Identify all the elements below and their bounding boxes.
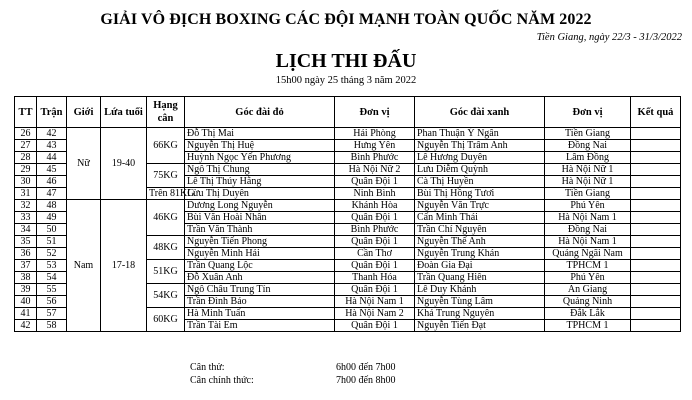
col-header-tt: TT bbox=[15, 97, 37, 128]
cell-result bbox=[631, 272, 681, 284]
col-header-blue-corner: Góc đài xanh bbox=[415, 97, 545, 128]
schedule-heading: LỊCH THI ĐẤU bbox=[275, 50, 417, 72]
cell-red-unit: Hà Nội Nữ 2 bbox=[335, 164, 415, 176]
cell-red-corner: Lê Thị Thúy Hằng bbox=[185, 176, 335, 188]
cell-blue-unit: Đồng Nai bbox=[545, 140, 631, 152]
cell-red-corner: Bùi Văn Hoài Nhân bbox=[185, 212, 335, 224]
cell-match: 50 bbox=[37, 224, 67, 236]
cell-red-unit: Hưng Yên bbox=[335, 140, 415, 152]
cell-blue-corner: Khả Trung Nguyên bbox=[415, 308, 545, 320]
cell-blue-unit: TPHCM 1 bbox=[545, 260, 631, 272]
cell-blue-unit: Hà Nội Nam 1 bbox=[545, 212, 631, 224]
cell-blue-corner: Bùi Thị Hồng Tươi bbox=[415, 188, 545, 200]
tournament-title: GIẢI VÔ ĐỊCH BOXING CÁC ĐỘI MẠNH TOÀN QUỐC NĂM 2022 bbox=[100, 11, 592, 28]
cell-red-corner: Đỗ Thị Mai bbox=[185, 128, 335, 140]
cell-red-corner: Dương Long Nguyễn bbox=[185, 200, 335, 212]
cell-result bbox=[631, 248, 681, 260]
cell-red-corner: Nguyễn Minh Hải bbox=[185, 248, 335, 260]
cell-blue-corner: Đoàn Gia Đại bbox=[415, 260, 545, 272]
cell-result bbox=[631, 128, 681, 140]
cell-tt: 34 bbox=[15, 224, 37, 236]
cell-blue-unit: TPHCM 1 bbox=[545, 320, 631, 332]
cell-red-unit: Quân Đội 1 bbox=[335, 236, 415, 248]
cell-gender: Nam bbox=[67, 200, 101, 332]
cell-match: 54 bbox=[37, 272, 67, 284]
col-header-blue-unit: Đơn vị bbox=[545, 97, 631, 128]
cell-blue-unit: Quảng Ngãi Nam bbox=[545, 248, 631, 260]
col-header-result: Kết quả bbox=[631, 97, 681, 128]
cell-result bbox=[631, 176, 681, 188]
cell-result bbox=[631, 152, 681, 164]
cell-result bbox=[631, 260, 681, 272]
cell-blue-corner: Cà Thị Huyền bbox=[415, 176, 545, 188]
col-header-gender: Giới bbox=[67, 97, 101, 128]
cell-red-unit: Cần Thơ bbox=[335, 248, 415, 260]
cell-blue-corner: Trần Chí Nguyên bbox=[415, 224, 545, 236]
cell-match: 52 bbox=[37, 248, 67, 260]
cell-result bbox=[631, 296, 681, 308]
cell-result bbox=[631, 284, 681, 296]
cell-red-unit: Thanh Hóa bbox=[335, 272, 415, 284]
cell-weight: 51KG bbox=[147, 260, 185, 284]
cell-tt: 36 bbox=[15, 248, 37, 260]
cell-red-unit: Quân Đội 1 bbox=[335, 260, 415, 272]
cell-blue-corner: Lê Duy Khánh bbox=[415, 284, 545, 296]
cell-blue-unit: Tiền Giang bbox=[545, 128, 631, 140]
cell-tt: 29 bbox=[15, 164, 37, 176]
cell-tt: 41 bbox=[15, 308, 37, 320]
cell-match: 44 bbox=[37, 152, 67, 164]
cell-match: 46 bbox=[37, 176, 67, 188]
cell-red-corner: Trần Tài Em bbox=[185, 320, 335, 332]
cell-red-corner: Trần Đình Bảo bbox=[185, 296, 335, 308]
cell-result bbox=[631, 188, 681, 200]
cell-result bbox=[631, 308, 681, 320]
cell-blue-unit: Phú Yên bbox=[545, 200, 631, 212]
cell-red-unit: Hà Nội Nam 1 bbox=[335, 296, 415, 308]
cell-result bbox=[631, 320, 681, 332]
cell-weight: 54KG bbox=[147, 284, 185, 308]
cell-red-unit: Quân Đội 1 bbox=[335, 284, 415, 296]
cell-blue-corner: Lưu Diễm Quỳnh bbox=[415, 164, 545, 176]
cell-tt: 30 bbox=[15, 176, 37, 188]
cell-tt: 32 bbox=[15, 200, 37, 212]
cell-blue-corner: Nguyễn Văn Trực bbox=[415, 200, 545, 212]
cell-blue-corner: Nguyễn Thị Trâm Anh bbox=[415, 140, 545, 152]
cell-tt: 35 bbox=[15, 236, 37, 248]
cell-result bbox=[631, 164, 681, 176]
cell-tt: 42 bbox=[15, 320, 37, 332]
cell-blue-corner: Trần Quang Hiên bbox=[415, 272, 545, 284]
col-header-age: Lứa tuổi bbox=[101, 97, 147, 128]
schedule-table bbox=[14, 96, 681, 332]
table-header-row bbox=[15, 97, 681, 128]
cell-blue-corner: Nguyễn Thế Anh bbox=[415, 236, 545, 248]
cell-weight: 75KG bbox=[147, 164, 185, 188]
cell-tt: 31 bbox=[15, 188, 37, 200]
cell-match: 56 bbox=[37, 296, 67, 308]
cell-blue-corner: Nguyễn Tiến Đạt bbox=[415, 320, 545, 332]
cell-red-corner: Lừu Thị Duyên bbox=[185, 188, 335, 200]
cell-match: 58 bbox=[37, 320, 67, 332]
cell-red-corner: Đỗ Xuân Anh bbox=[185, 272, 335, 284]
cell-weight: 60KG bbox=[147, 308, 185, 332]
cell-weight: Trên 81KG bbox=[147, 188, 185, 200]
cell-tt: 37 bbox=[15, 260, 37, 272]
table-row bbox=[15, 200, 681, 212]
cell-blue-corner: Lê Hương Duyên bbox=[415, 152, 545, 164]
col-header-match: Trận bbox=[37, 97, 67, 128]
cell-red-corner: Ngô Thị Chung bbox=[185, 164, 335, 176]
cell-match: 57 bbox=[37, 308, 67, 320]
cell-red-corner: Ngô Châu Trung Tín bbox=[185, 284, 335, 296]
cell-blue-unit: Lâm Đồng bbox=[545, 152, 631, 164]
cell-match: 47 bbox=[37, 188, 67, 200]
cell-tt: 28 bbox=[15, 152, 37, 164]
cell-red-unit: Quân Đội 1 bbox=[335, 320, 415, 332]
cell-blue-unit: Tiền Giang bbox=[545, 188, 631, 200]
cell-blue-corner: Nguyễn Trung Khán bbox=[415, 248, 545, 260]
cell-age: 17-18 bbox=[101, 200, 147, 332]
cell-result bbox=[631, 140, 681, 152]
cell-blue-corner: Nguyễn Tùng Lâm bbox=[415, 296, 545, 308]
cell-red-unit: Quân Đội 1 bbox=[335, 176, 415, 188]
cell-blue-unit: An Giang bbox=[545, 284, 631, 296]
cell-age: 19-40 bbox=[101, 128, 147, 200]
cell-red-corner: Trần Quang Lộc bbox=[185, 260, 335, 272]
cell-red-corner: Trần Văn Thành bbox=[185, 224, 335, 236]
cell-tt: 27 bbox=[15, 140, 37, 152]
weigh-in-official-label: Cân chính thức: bbox=[190, 375, 254, 386]
cell-result bbox=[631, 224, 681, 236]
cell-match: 49 bbox=[37, 212, 67, 224]
cell-match: 48 bbox=[37, 200, 67, 212]
cell-tt: 26 bbox=[15, 128, 37, 140]
cell-red-corner: Nguyễn Tiến Phong bbox=[185, 236, 335, 248]
cell-blue-corner: Phan Thuận Ý Ngân bbox=[415, 128, 545, 140]
cell-blue-unit: Quảng Ninh bbox=[545, 296, 631, 308]
cell-result bbox=[631, 200, 681, 212]
cell-match: 45 bbox=[37, 164, 67, 176]
cell-match: 53 bbox=[37, 260, 67, 272]
cell-result bbox=[631, 212, 681, 224]
cell-red-unit: Hải Phòng bbox=[335, 128, 415, 140]
cell-match: 55 bbox=[37, 284, 67, 296]
col-header-red-corner: Góc đài đỏ bbox=[185, 97, 335, 128]
cell-weight: 48KG bbox=[147, 236, 185, 260]
cell-blue-unit: Hà Nội Nam 1 bbox=[545, 236, 631, 248]
cell-red-unit: Khánh Hòa bbox=[335, 200, 415, 212]
cell-blue-unit: Phú Yên bbox=[545, 272, 631, 284]
weigh-in-official-time: 7h00 đến 8h00 bbox=[336, 375, 396, 386]
cell-match: 42 bbox=[37, 128, 67, 140]
cell-tt: 39 bbox=[15, 284, 37, 296]
cell-gender: Nữ bbox=[67, 128, 101, 200]
schedule-time: 15h00 ngày 25 tháng 3 năm 2022 bbox=[275, 75, 417, 86]
cell-red-unit: Ninh Bình bbox=[335, 188, 415, 200]
venue-date: Tiền Giang, ngày 22/3 - 31/3/2022 bbox=[536, 32, 682, 43]
cell-blue-corner: Cấn Minh Thái bbox=[415, 212, 545, 224]
cell-tt: 38 bbox=[15, 272, 37, 284]
cell-tt: 40 bbox=[15, 296, 37, 308]
cell-match: 51 bbox=[37, 236, 67, 248]
cell-red-corner: Hà Minh Tuấn bbox=[185, 308, 335, 320]
cell-blue-unit: Đắk Lắk bbox=[545, 308, 631, 320]
weigh-in-trial-label: Cân thử: bbox=[190, 362, 225, 373]
cell-red-unit: Bình Phước bbox=[335, 152, 415, 164]
cell-red-unit: Quân Đội 1 bbox=[335, 212, 415, 224]
cell-result bbox=[631, 236, 681, 248]
cell-tt: 33 bbox=[15, 212, 37, 224]
weigh-in-trial bbox=[190, 362, 396, 373]
cell-red-corner: Huỳnh Ngọc Yến Phương bbox=[185, 152, 335, 164]
cell-weight: 46KG bbox=[147, 200, 185, 236]
cell-blue-unit: Đồng Nai bbox=[545, 224, 631, 236]
cell-match: 43 bbox=[37, 140, 67, 152]
col-header-weight: Hạng cân bbox=[147, 97, 185, 128]
cell-red-unit: Hà Nội Nam 2 bbox=[335, 308, 415, 320]
table-row bbox=[15, 128, 681, 140]
weigh-in-trial-time: 6h00 đến 7h00 bbox=[336, 362, 396, 373]
cell-blue-unit: Hà Nội Nữ 1 bbox=[545, 164, 631, 176]
cell-red-unit: Bình Phước bbox=[335, 224, 415, 236]
cell-red-corner: Nguyễn Thị Huệ bbox=[185, 140, 335, 152]
weigh-in-official bbox=[190, 375, 396, 386]
cell-blue-unit: Hà Nội Nữ 1 bbox=[545, 176, 631, 188]
col-header-red-unit: Đơn vị bbox=[335, 97, 415, 128]
cell-weight: 66KG bbox=[147, 128, 185, 164]
